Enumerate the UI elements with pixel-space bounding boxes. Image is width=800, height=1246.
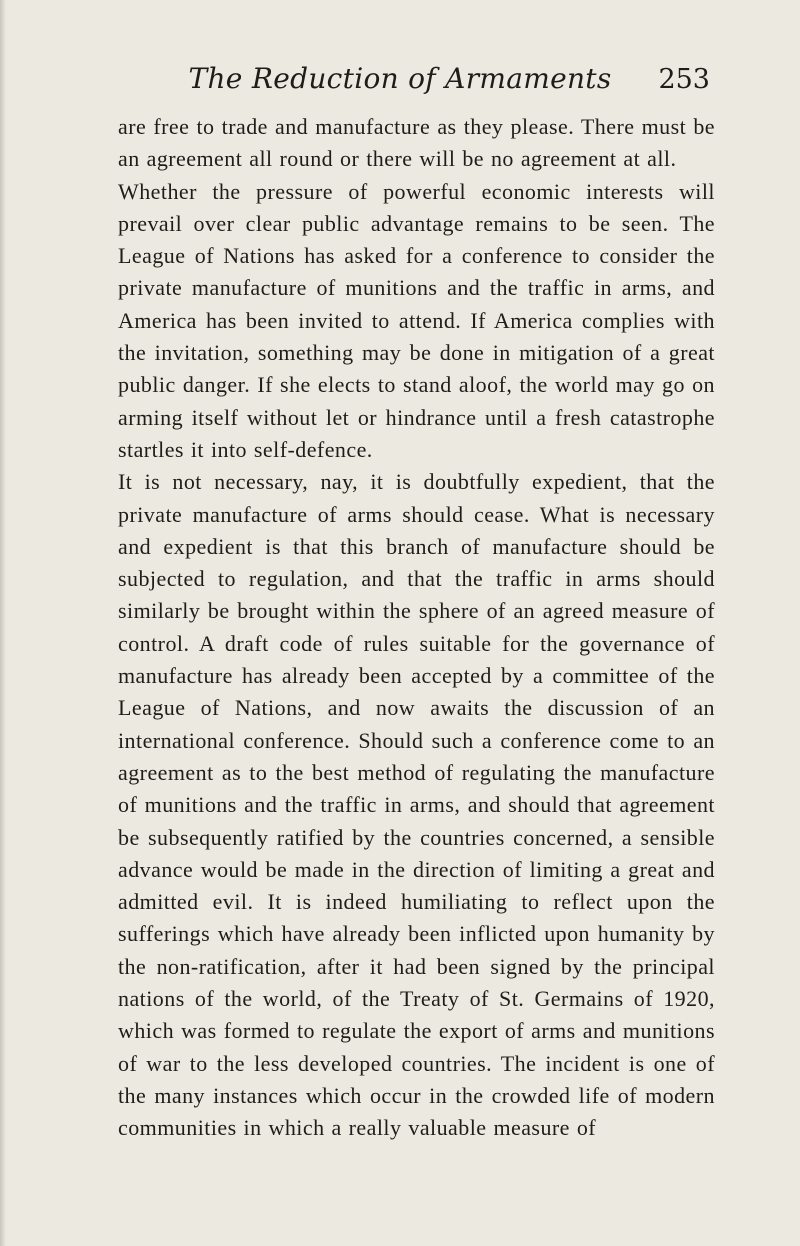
page-edge <box>0 0 6 1246</box>
paragraph-1: are free to trade and manufacture as they please. There must be an agreement all round or there will be no agreement at all. <box>118 114 715 172</box>
body-text <box>118 111 715 1145</box>
paragraph-3: It is not necessary, nay, it is doubtfully expedient, that the private manufacture of arms should cease. What is necessary and expedient is that this branch of manufacture should be subjected to regulation, and that the traffic in arms should similarly be brought within the sphere of an agreed measure of control. A draft code of rules suitable for the governance of manufacture has already been accepted by a committee of the League of Nations, and now awaits the discussion of an international conference. Should such a conference come to an agreement as to the best method of regulating the manufacture of munitions and the traffic in arms, and should that agreement be subsequently ratified by the countries concerned, a sensible advance would be made in the direction of limiting a great and admitted evil. It is indeed humiliating to reflect upon the sufferings which have already been inflicted upon humanity by the non-ratification, after it had been signed by the principal nations of the world, of the Treaty of St. Germains of 1920, which was formed to regulate the export of arms and munitions of war to the less developed countries. The incident is one of the many instances which occur in the crowded life of modern communities in which a really valuable measure of <box>118 469 715 1141</box>
page-header <box>0 62 800 102</box>
page-number: 253 <box>658 64 710 95</box>
running-title: The Reduction of Armaments <box>188 62 612 95</box>
paragraph-2: Whether the pressure of powerful economic interests will prevail over clear public advantage remains to be seen. The League of Nations has asked for a conference to consider the private manufacture of munitions and the traffic in arms, and America has been invited to attend. If America complies with the invitation, something may be done in mitigation of a great public danger. If she elects to stand aloof, the world may go on arming itself without let or hindrance until a fresh catastrophe startles it into self-defence. <box>118 178 715 462</box>
